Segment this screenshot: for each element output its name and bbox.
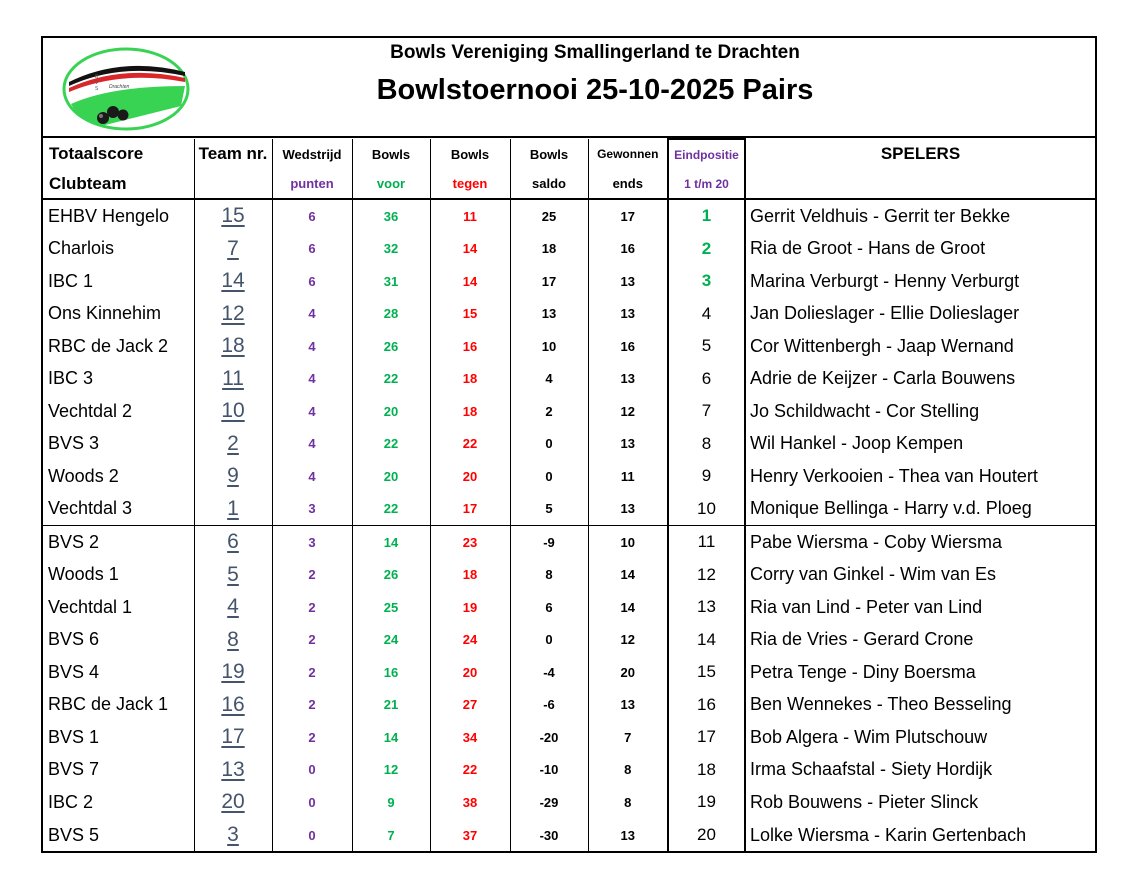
- bowls-voor-cell: 12: [352, 754, 430, 787]
- team-number-link[interactable]: 14: [194, 265, 272, 298]
- bowls-tegen-cell: 27: [430, 689, 510, 722]
- club-cell: BVS 5: [48, 824, 100, 845]
- svg-text:V: V: [95, 80, 99, 86]
- table-row: [43, 624, 1095, 657]
- players-cell: Lolke Wiersma - Karin Gertenbach: [745, 819, 1095, 853]
- table-row: [43, 819, 1095, 853]
- club-cell: RBC de Jack 1: [48, 694, 169, 715]
- bowls-voor-cell: 25: [352, 591, 430, 624]
- bowls-saldo-cell: 17: [510, 265, 588, 298]
- eindpositie-cell: 20: [668, 819, 745, 853]
- club-cell: BVS 2: [43, 526, 194, 559]
- col-subheader-voor: voor: [352, 169, 430, 199]
- eindpositie-cell: 6: [668, 363, 745, 396]
- col-header-totaalscore: Totaalscore: [49, 144, 144, 163]
- punten-cell: 2: [272, 559, 352, 592]
- players-cell: Rob Bouwens - Pieter Slinck: [745, 786, 1095, 819]
- bowls-saldo-cell: -6: [510, 689, 588, 722]
- bowls-saldo-cell: 0: [510, 460, 588, 493]
- players-cell: Ria van Lind - Peter van Lind: [745, 591, 1095, 624]
- gewonnen-ends-cell: 16: [588, 233, 668, 266]
- col-subheader-range: 1 t/m 20: [668, 169, 745, 199]
- team-number-link[interactable]: 4: [194, 591, 272, 624]
- bowls-tegen-cell: 18: [430, 395, 510, 428]
- bowls-voor-cell: 22: [352, 428, 430, 461]
- players-cell: Jo Schildwacht - Cor Stelling: [745, 395, 1095, 428]
- table-row: [43, 493, 1095, 526]
- punten-cell: 0: [272, 786, 352, 819]
- bowls-tegen-cell: 18: [430, 363, 510, 396]
- eindpositie-cell: 2: [668, 233, 745, 266]
- players-cell: Irma Schaafstal - Siety Hordijk: [745, 754, 1095, 787]
- results-table: [43, 138, 1095, 853]
- club-cell: Vechtdal 1: [48, 596, 133, 617]
- players-cell: Marina Verburgt - Henny Verburgt: [745, 265, 1095, 298]
- team-number-link[interactable]: 13: [194, 754, 272, 787]
- eindpositie-cell: 8: [668, 428, 745, 461]
- club-cell: IBC 1: [48, 270, 94, 291]
- bowls-saldo-cell: 5: [510, 493, 588, 526]
- col-subheader-clubteam: Clubteam: [43, 169, 194, 199]
- eindpositie-cell: 10: [668, 493, 745, 526]
- team-number-link[interactable]: 2: [194, 428, 272, 461]
- col-subheader-saldo: saldo: [510, 169, 588, 199]
- players-cell: Ben Wennekes - Theo Besseling: [745, 689, 1095, 722]
- bowls-tegen-cell: 20: [430, 460, 510, 493]
- club-cell: BVS 7: [48, 759, 100, 780]
- gewonnen-ends-cell: 7: [588, 721, 668, 754]
- team-number-link[interactable]: 20: [194, 786, 272, 819]
- eindpositie-cell: 5: [668, 330, 745, 363]
- col-header-gewonnen: Gewonnen: [588, 139, 668, 169]
- svg-text:S: S: [95, 86, 99, 92]
- team-number-link[interactable]: 17: [194, 721, 272, 754]
- punten-cell: 0: [272, 754, 352, 787]
- bowls-saldo-cell: 0: [510, 428, 588, 461]
- col-subheader-team: [194, 169, 272, 199]
- bowls-tegen-cell: 37: [430, 819, 510, 853]
- punten-cell: 2: [272, 721, 352, 754]
- club-cell: BVS 4: [48, 661, 100, 682]
- team-number-link[interactable]: 9: [194, 460, 272, 493]
- col-subheader-ends: ends: [588, 169, 668, 199]
- punten-cell: 4: [272, 428, 352, 461]
- club-cell: BVS 3: [48, 433, 100, 454]
- bowls-tegen-cell: 19: [430, 591, 510, 624]
- eindpositie-cell: 13: [668, 591, 745, 624]
- punten-cell: 6: [272, 199, 352, 233]
- bowls-voor-cell: 36: [352, 199, 430, 233]
- bowls-tegen-cell: 15: [430, 298, 510, 331]
- club-cell: IBC 3: [48, 368, 94, 389]
- bowls-saldo-cell: 8: [510, 559, 588, 592]
- punten-cell: 3: [272, 493, 352, 526]
- col-header-spelers: SPELERS: [745, 139, 1095, 169]
- table-row: [43, 526, 1095, 559]
- bowls-voor-cell: 20: [352, 395, 430, 428]
- bowls-tegen-cell: 22: [430, 754, 510, 787]
- bowls-voor-cell: 14: [352, 526, 430, 559]
- bowls-voor-cell: 26: [352, 559, 430, 592]
- bowls-saldo-cell: 0: [510, 624, 588, 657]
- eindpositie-cell: 18: [668, 754, 745, 787]
- gewonnen-ends-cell: 12: [588, 624, 668, 657]
- team-number-link[interactable]: 6: [194, 526, 272, 559]
- punten-cell: 2: [272, 591, 352, 624]
- players-cell: Petra Tenge - Diny Boersma: [745, 656, 1095, 689]
- table-row: [43, 363, 1095, 396]
- bowls-saldo-cell: -4: [510, 656, 588, 689]
- bowls-tegen-cell: 14: [430, 233, 510, 266]
- table-row: [43, 298, 1095, 331]
- gewonnen-ends-cell: 14: [588, 591, 668, 624]
- eindpositie-cell: 14: [668, 624, 745, 657]
- club-cell: RBC de Jack 2: [48, 335, 169, 356]
- eindpositie-cell: 17: [668, 721, 745, 754]
- bowls-voor-cell: 16: [352, 656, 430, 689]
- table-row: [43, 330, 1095, 363]
- table-row: [43, 656, 1095, 689]
- eindpositie-cell: 15: [668, 656, 745, 689]
- table-row: [43, 395, 1095, 428]
- club-cell: Woods 2: [48, 465, 119, 486]
- eindpositie-cell: 9: [668, 460, 745, 493]
- gewonnen-ends-cell: 14: [588, 559, 668, 592]
- team-number-link[interactable]: 8: [194, 624, 272, 657]
- punten-cell: 4: [272, 395, 352, 428]
- team-number-link[interactable]: 11: [194, 363, 272, 396]
- table-row: [43, 428, 1095, 461]
- bowls-tegen-cell: 23: [430, 526, 510, 559]
- eindpositie-cell: 19: [668, 786, 745, 819]
- organization-title: Bowls Vereniging Smallingerland te Drachten: [390, 42, 800, 63]
- bowls-tegen-cell: 18: [430, 559, 510, 592]
- svg-text:B: B: [95, 74, 99, 80]
- col-header-wedstrijd: Wedstrijd: [272, 139, 352, 169]
- bowls-saldo-cell: 18: [510, 233, 588, 266]
- bowls-saldo-cell: 4: [510, 363, 588, 396]
- bowls-tegen-cell: 14: [430, 265, 510, 298]
- team-number-link[interactable]: 3: [194, 819, 272, 853]
- bowls-saldo-cell: 10: [510, 330, 588, 363]
- club-cell: Ons Kinnehim: [48, 303, 162, 324]
- sheet-header: [43, 38, 1095, 138]
- bowls-voor-cell: 22: [352, 493, 430, 526]
- eindpositie-cell: 3: [668, 265, 745, 298]
- bowls-saldo-cell: -30: [510, 819, 588, 853]
- team-number-link[interactable]: 16: [194, 689, 272, 722]
- bowls-voor-cell: 32: [352, 233, 430, 266]
- bowls-tegen-cell: 34: [430, 721, 510, 754]
- bowls-voor-cell: 22: [352, 363, 430, 396]
- gewonnen-ends-cell: 13: [588, 363, 668, 396]
- event-title: Bowlstoernooi 25-10-2025 Pairs: [376, 74, 814, 106]
- bowls-saldo-cell: 6: [510, 591, 588, 624]
- punten-cell: 2: [272, 656, 352, 689]
- results-body: [43, 199, 1095, 852]
- bowls-tegen-cell: 22: [430, 428, 510, 461]
- team-number-link[interactable]: 12: [194, 298, 272, 331]
- players-cell: Pabe Wiersma - Coby Wiersma: [745, 526, 1095, 559]
- bowls-voor-cell: 24: [352, 624, 430, 657]
- punten-cell: 3: [272, 526, 352, 559]
- col-subheader-players: [745, 169, 1095, 199]
- bowls-tegen-cell: 11: [430, 199, 510, 233]
- header-row-2: [43, 169, 1095, 199]
- players-cell: Cor Wittenbergh - Jaap Wernand: [745, 330, 1095, 363]
- club-cell: IBC 2: [48, 791, 94, 812]
- table-row: [43, 754, 1095, 787]
- club-cell: EHBV Hengelo: [48, 205, 170, 226]
- table-row: [43, 199, 1095, 233]
- punten-cell: 2: [272, 624, 352, 657]
- punten-cell: 4: [272, 363, 352, 396]
- eindpositie-cell: 11: [668, 526, 745, 559]
- bowls-voor-cell: 7: [352, 819, 430, 853]
- results-sheet: [41, 36, 1097, 853]
- gewonnen-ends-cell: 8: [588, 786, 668, 819]
- gewonnen-ends-cell: 20: [588, 656, 668, 689]
- table-row: [43, 559, 1095, 592]
- bowls-voor-cell: 28: [352, 298, 430, 331]
- table-row: [43, 689, 1095, 722]
- bowls-tegen-cell: 38: [430, 786, 510, 819]
- punten-cell: 4: [272, 460, 352, 493]
- table-row: [43, 233, 1095, 266]
- gewonnen-ends-cell: 13: [588, 689, 668, 722]
- players-cell: Gerrit Veldhuis - Gerrit ter Bekke: [745, 199, 1095, 233]
- club-cell: Vechtdal 2: [48, 400, 133, 421]
- header-row-1: [43, 139, 1095, 169]
- punten-cell: 6: [272, 233, 352, 266]
- players-cell: Ria de Vries - Gerard Crone: [745, 624, 1095, 657]
- bowls-saldo-cell: 2: [510, 395, 588, 428]
- eindpositie-cell: 16: [668, 689, 745, 722]
- bowls-saldo-cell: -10: [510, 754, 588, 787]
- team-number-link[interactable]: 18: [194, 330, 272, 363]
- col-header-bowls-voor: Bowls: [352, 139, 430, 169]
- table-row: [43, 591, 1095, 624]
- bowls-tegen-cell: 20: [430, 656, 510, 689]
- gewonnen-ends-cell: 10: [588, 526, 668, 559]
- gewonnen-ends-cell: 12: [588, 395, 668, 428]
- gewonnen-ends-cell: 13: [588, 265, 668, 298]
- bowls-saldo-cell: 13: [510, 298, 588, 331]
- punten-cell: 0: [272, 819, 352, 853]
- eindpositie-cell: 1: [668, 199, 745, 233]
- club-cell: BVS 1: [48, 726, 100, 747]
- players-cell: Jan Dolieslager - Ellie Dolieslager: [745, 298, 1095, 331]
- bowls-voor-cell: 21: [352, 689, 430, 722]
- club-cell: Vechtdal 3: [48, 498, 133, 519]
- col-header-team-nr: Team nr.: [194, 139, 272, 169]
- eindpositie-cell: 4: [668, 298, 745, 331]
- bowls-saldo-cell: -9: [510, 526, 588, 559]
- players-cell: Wil Hankel - Joop Kempen: [745, 428, 1095, 461]
- punten-cell: 6: [272, 265, 352, 298]
- team-number-link[interactable]: 1: [194, 493, 272, 526]
- team-number-link[interactable]: 10: [194, 395, 272, 428]
- bowls-voor-cell: 9: [352, 786, 430, 819]
- gewonnen-ends-cell: 17: [588, 199, 668, 233]
- gewonnen-ends-cell: 16: [588, 330, 668, 363]
- bowls-saldo-cell: -29: [510, 786, 588, 819]
- table-row: [43, 721, 1095, 754]
- bowls-saldo-cell: -20: [510, 721, 588, 754]
- gewonnen-ends-cell: 11: [588, 460, 668, 493]
- punten-cell: 2: [272, 689, 352, 722]
- bowls-voor-cell: 26: [352, 330, 430, 363]
- gewonnen-ends-cell: 13: [588, 298, 668, 331]
- bowls-voor-cell: 31: [352, 265, 430, 298]
- gewonnen-ends-cell: 13: [588, 819, 668, 853]
- col-header-bowls-tegen: Bowls: [430, 139, 510, 169]
- col-subheader-punten: punten: [272, 169, 352, 199]
- bowls-tegen-cell: 17: [430, 493, 510, 526]
- club-cell: BVS 6: [48, 629, 100, 650]
- players-cell: Monique Bellinga - Harry v.d. Ploeg: [745, 493, 1095, 526]
- bowls-tegen-cell: 24: [430, 624, 510, 657]
- players-cell: Ria de Groot - Hans de Groot: [745, 233, 1095, 266]
- club-cell: Woods 1: [48, 564, 119, 585]
- punten-cell: 4: [272, 330, 352, 363]
- table-row: [43, 460, 1095, 493]
- punten-cell: 4: [272, 298, 352, 331]
- bowls-tegen-cell: 16: [430, 330, 510, 363]
- players-cell: Corry van Ginkel - Wim van Es: [745, 559, 1095, 592]
- gewonnen-ends-cell: 13: [588, 428, 668, 461]
- eindpositie-cell: 7: [668, 395, 745, 428]
- gewonnen-ends-cell: 8: [588, 754, 668, 787]
- col-header-bowls-saldo: Bowls: [510, 139, 588, 169]
- col-header-eindpositie: Eindpositie: [668, 139, 745, 169]
- eindpositie-cell: 12: [668, 559, 745, 592]
- col-subheader-tegen: tegen: [430, 169, 510, 199]
- bowls-voor-cell: 20: [352, 460, 430, 493]
- club-cell: Charlois: [48, 238, 115, 259]
- team-number-link[interactable]: 15: [194, 199, 272, 233]
- team-number-link[interactable]: 19: [194, 656, 272, 689]
- team-number-link[interactable]: 7: [194, 233, 272, 266]
- bowls-saldo-cell: 25: [510, 199, 588, 233]
- players-cell: Bob Algera - Wim Plutschouw: [745, 721, 1095, 754]
- gewonnen-ends-cell: 13: [588, 493, 668, 526]
- team-number-link[interactable]: 5: [194, 559, 272, 592]
- table-row: [43, 786, 1095, 819]
- logo-text: Drachten: [109, 84, 130, 90]
- table-row: [43, 265, 1095, 298]
- players-cell: Henry Verkooien - Thea van Houtert: [745, 460, 1095, 493]
- bowls-voor-cell: 14: [352, 721, 430, 754]
- players-cell: Adrie de Keijzer - Carla Bouwens: [745, 363, 1095, 396]
